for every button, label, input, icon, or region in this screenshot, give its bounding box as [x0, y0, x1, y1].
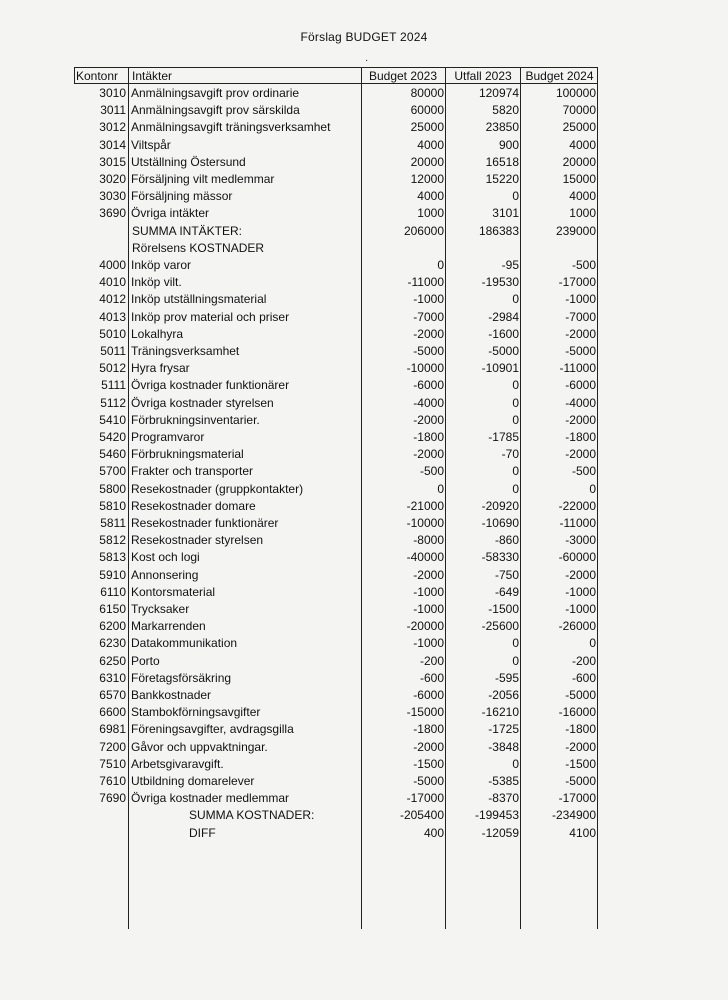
table-header	[74, 67, 598, 84]
cell-outcome-2023: -16210	[481, 705, 519, 720]
cell-outcome-2023: -1600	[488, 326, 519, 341]
cell-outcome-2023: -19530	[481, 275, 519, 290]
cell-budget-2024: -11000	[559, 516, 596, 530]
cell-budget-2023: 80000	[410, 86, 444, 100]
cell-budget-2024: -4000	[565, 395, 596, 410]
cell-outcome-2023: -1500	[488, 602, 519, 616]
cell-budget-2024: -600	[571, 670, 596, 685]
table-row	[74, 481, 598, 498]
page-title: Förslag BUDGET 2024	[300, 30, 428, 44]
table-row	[74, 584, 598, 601]
cell-budget-2023: -205400	[399, 808, 444, 823]
cell-account: 3010	[99, 86, 126, 100]
cell-description: Utställning Östersund	[131, 154, 246, 169]
table-row	[74, 739, 598, 756]
table-row	[74, 532, 598, 549]
cell-description: Övriga kostnader funktionärer	[131, 378, 290, 393]
table-row	[74, 188, 598, 205]
cell-description: Rörelsens KOSTNADER	[132, 240, 265, 255]
table-row	[74, 825, 598, 842]
cell-account: 6310	[99, 670, 126, 685]
cell-account: 5011	[100, 344, 126, 358]
cell-outcome-2023: -10901	[481, 361, 519, 376]
cell-budget-2024: 0	[589, 481, 596, 496]
table-row	[74, 274, 598, 291]
cell-description: Trycksaker	[131, 602, 190, 616]
table-row	[74, 85, 598, 102]
cell-budget-2024: -500	[571, 258, 596, 272]
cell-outcome-2023: -95	[501, 258, 519, 272]
table-row	[74, 119, 598, 136]
header-description: Intäkter	[132, 69, 173, 83]
cell-account: 5112	[100, 395, 126, 410]
cell-outcome-2023: -860	[494, 533, 519, 548]
cell-description: Försäljning vilt medlemmar	[131, 172, 275, 186]
cell-account: 7200	[99, 739, 126, 754]
cell-budget-2024: 4000	[569, 189, 596, 204]
cell-account: 3012	[99, 120, 126, 135]
cell-budget-2024: 0	[589, 636, 596, 651]
cell-budget-2024: -1000	[565, 584, 596, 599]
cell-account: 5420	[99, 430, 126, 444]
budget-table	[74, 67, 598, 929]
cell-outcome-2023: 0	[512, 395, 519, 410]
header-outcome-2023: Utfall 2023	[454, 69, 512, 83]
cell-outcome-2023: 0	[512, 292, 519, 307]
cell-account: 6110	[100, 584, 126, 599]
cell-account: 6600	[99, 705, 126, 720]
cell-outcome-2023: 120974	[478, 86, 519, 100]
table-row	[74, 721, 598, 738]
cell-description: Föreningsavgifter, avdragsgilla	[131, 722, 294, 737]
table-row	[74, 257, 598, 274]
cell-budget-2024: -2000	[565, 326, 596, 341]
cell-account: 3690	[99, 206, 126, 221]
cell-description: Resekostnader (gruppkontakter)	[131, 481, 304, 496]
cell-budget-2024: 1000	[569, 206, 596, 221]
cell-description: Anmälningsavgift prov ordinarie	[131, 86, 300, 100]
cell-budget-2023: 12000	[410, 172, 444, 186]
table-row	[74, 773, 598, 790]
cell-budget-2023: 4000	[417, 137, 444, 152]
cell-budget-2023: -1000	[413, 636, 444, 651]
cell-budget-2024: -1000	[565, 602, 596, 616]
cell-outcome-2023: 16518	[485, 154, 519, 169]
cell-budget-2023: 400	[423, 825, 444, 840]
cell-budget-2023: 20000	[410, 154, 444, 169]
cell-budget-2024: -16000	[558, 705, 596, 720]
cell-budget-2023: -2000	[413, 739, 444, 754]
cell-outcome-2023: -595	[494, 670, 519, 685]
header-account: Kontonr	[76, 69, 119, 83]
table-row	[74, 601, 598, 618]
cell-budget-2024: -5000	[565, 774, 596, 788]
cell-budget-2023: 4000	[417, 189, 444, 204]
cell-outcome-2023: 0	[512, 189, 519, 204]
table-row	[74, 326, 598, 343]
table-row	[74, 240, 598, 257]
cell-description: Företagsförsäkring	[131, 670, 232, 685]
cell-budget-2023: -11000	[407, 275, 444, 290]
table-row	[74, 137, 598, 154]
cell-budget-2024: -11000	[559, 361, 596, 376]
cell-description: Träningsverksamhet	[131, 344, 240, 358]
table-row	[74, 154, 598, 171]
table-row	[74, 429, 598, 446]
cell-budget-2023: -15000	[406, 705, 444, 720]
cell-description: Hyra frysar	[131, 361, 190, 376]
cell-description: Inköp utställningsmaterial	[131, 292, 267, 307]
cell-description: Frakter och transporter	[131, 464, 254, 479]
cell-budget-2023: 206000	[403, 223, 444, 238]
cell-account: 5811	[100, 516, 126, 530]
cell-budget-2024: -2000	[565, 412, 596, 427]
cell-description: Viltspår	[131, 137, 171, 152]
table-row	[74, 309, 598, 326]
cell-budget-2023: 0	[437, 481, 444, 496]
table-row	[74, 567, 598, 584]
table-row	[74, 670, 598, 687]
cell-description: Datakommunikation	[131, 636, 238, 651]
cell-budget-2023: -10000	[406, 516, 444, 530]
cell-description: Resekostnader styrelsen	[131, 533, 264, 548]
cell-account: 4000	[99, 258, 126, 272]
cell-description: Övriga kostnader medlemmar	[131, 791, 290, 806]
cell-outcome-2023: -5385	[488, 774, 519, 788]
cell-budget-2023: -5000	[413, 774, 444, 788]
cell-description: Kontorsmaterial	[131, 584, 216, 599]
cell-account: 3011	[100, 103, 126, 118]
table-row	[74, 360, 598, 377]
cell-outcome-2023: -2984	[488, 309, 519, 324]
cell-description: Förbrukningsmaterial	[131, 447, 244, 462]
cell-budget-2024: -200	[571, 653, 596, 668]
cell-budget-2023: 1000	[417, 206, 444, 221]
cell-description: Anmälningsavgift prov särskilda	[131, 103, 300, 118]
cell-outcome-2023: -2056	[488, 688, 519, 702]
cell-budget-2023: -20000	[406, 619, 444, 634]
cell-description: Resekostnader funktionärer	[131, 516, 279, 530]
cell-budget-2024: 100000	[555, 86, 596, 100]
cell-budget-2023: -1500	[413, 756, 444, 771]
cell-account: 3014	[99, 137, 126, 152]
table-row	[74, 635, 598, 652]
table-row	[74, 618, 598, 635]
cell-description: Annonsering	[131, 567, 199, 582]
cell-outcome-2023: 5820	[492, 103, 519, 118]
cell-outcome-2023: -750	[494, 567, 519, 582]
cell-account: 7510	[99, 756, 126, 771]
cell-account: 7610	[99, 774, 126, 788]
cell-account: 3030	[99, 189, 126, 204]
cell-budget-2023: 25000	[410, 120, 444, 135]
cell-budget-2023: -5000	[413, 344, 444, 358]
cell-outcome-2023: 186383	[478, 223, 519, 238]
cell-budget-2023: -21000	[406, 498, 444, 513]
table-row	[74, 790, 598, 807]
cell-account: 4012	[99, 292, 126, 307]
cell-budget-2024: 25000	[562, 120, 596, 135]
cell-budget-2023: -4000	[413, 395, 444, 410]
cell-account: 5012	[99, 361, 126, 376]
cell-account: 4010	[99, 275, 126, 290]
cell-account: 3020	[99, 172, 126, 186]
cell-description: Bankkostnader	[131, 688, 212, 702]
cell-description: Övriga kostnader styrelsen	[131, 395, 274, 410]
cell-account: 7690	[99, 791, 126, 806]
cell-budget-2024: -5000	[565, 688, 596, 702]
table-row	[74, 291, 598, 308]
cell-description: Kost och logi	[131, 550, 200, 565]
cell-account: 5800	[99, 481, 126, 496]
cell-description: Inköp vilt.	[131, 275, 182, 290]
cell-description: Markarrenden	[131, 619, 206, 634]
cell-budget-2023: 0	[437, 258, 444, 272]
cell-outcome-2023: 0	[512, 636, 519, 651]
cell-budget-2023: -10000	[406, 361, 444, 376]
cell-account: 5812	[99, 533, 126, 548]
cell-budget-2023: -40000	[406, 550, 444, 565]
cell-account: 5810	[99, 498, 126, 513]
cell-budget-2024: -2000	[565, 567, 596, 582]
cell-outcome-2023: 0	[512, 756, 519, 771]
cell-budget-2024: 239000	[555, 223, 596, 238]
cell-account: 6150	[99, 602, 126, 616]
cell-description: Anmälningsavgift träningsverksamhet	[131, 120, 331, 135]
cell-budget-2023: -17000	[406, 791, 444, 806]
cell-budget-2024: -60000	[558, 550, 596, 565]
cell-budget-2024: 70000	[562, 103, 596, 118]
cell-outcome-2023: -649	[494, 584, 519, 599]
table-row	[74, 171, 598, 188]
cell-outcome-2023: -25600	[481, 619, 519, 634]
cell-description: Stambokförningsavgifter	[131, 705, 261, 720]
table-row	[74, 687, 598, 704]
cell-budget-2024: -1000	[565, 292, 596, 307]
table-row	[74, 102, 598, 119]
cell-budget-2024: -22000	[558, 498, 596, 513]
cell-budget-2024: -17000	[558, 791, 596, 806]
cell-budget-2023: -1000	[413, 292, 444, 307]
cell-description: SUMMA KOSTNADER:	[189, 808, 315, 823]
cell-budget-2024: -17000	[558, 275, 596, 290]
table-row	[74, 463, 598, 480]
cell-outcome-2023: 0	[512, 481, 519, 496]
cell-budget-2023: -200	[419, 653, 444, 668]
cell-budget-2024: -3000	[565, 533, 596, 548]
cell-budget-2024: -234900	[551, 808, 596, 823]
cell-account: 6570	[99, 688, 126, 702]
cell-account: 5813	[99, 550, 126, 565]
table-row	[74, 412, 598, 429]
cell-budget-2023: -1000	[413, 602, 444, 616]
cell-budget-2023: -1800	[413, 430, 444, 444]
cell-budget-2024: -5000	[565, 344, 596, 358]
cell-description: SUMMA INTÄKTER:	[132, 223, 243, 238]
cell-account: 5410	[99, 412, 126, 427]
header-budget-2024: Budget 2024	[525, 69, 594, 83]
cell-budget-2023: -2000	[413, 326, 444, 341]
cell-budget-2023: -1000	[413, 584, 444, 599]
cell-budget-2023: -6000	[413, 688, 444, 702]
cell-outcome-2023: 0	[512, 412, 519, 427]
table-row	[74, 549, 598, 566]
cell-budget-2024: -1800	[565, 430, 596, 444]
cell-description: Arbetsgivaravgift.	[131, 756, 224, 771]
cell-budget-2024: -500	[571, 464, 596, 479]
cell-description: Utbildning domarelever	[131, 774, 255, 788]
cell-account: 6200	[99, 619, 126, 634]
cell-account: 4013	[99, 309, 126, 324]
cell-budget-2024: 20000	[562, 154, 596, 169]
cell-account: 3015	[99, 154, 126, 169]
cell-budget-2023: -6000	[413, 378, 444, 393]
cell-outcome-2023: -3848	[488, 739, 519, 754]
cell-description: Lokalhyra	[131, 326, 184, 341]
cell-account: 6230	[99, 636, 126, 651]
cell-description: Porto	[131, 653, 160, 668]
cell-outcome-2023: 23850	[485, 120, 519, 135]
cell-description: Försäljning mässor	[131, 189, 233, 204]
cell-budget-2023: -7000	[413, 309, 444, 324]
cell-description: DIFF	[189, 825, 216, 840]
cell-description: Övriga intäkter	[131, 206, 210, 221]
cell-budget-2023: 60000	[410, 103, 444, 118]
cell-account: 5111	[101, 378, 126, 393]
cell-outcome-2023: -8370	[488, 791, 519, 806]
cell-outcome-2023: -199453	[474, 808, 519, 823]
cell-account: 5010	[99, 326, 126, 341]
cell-outcome-2023: -20920	[481, 498, 519, 513]
cell-account: 5910	[99, 567, 126, 582]
cell-outcome-2023: -58330	[481, 550, 519, 565]
cell-outcome-2023: 15220	[485, 172, 519, 186]
cell-description: Inköp prov material och priser	[131, 309, 290, 324]
table-row	[74, 704, 598, 721]
cell-budget-2024: -6000	[565, 378, 596, 393]
cell-budget-2023: -2000	[413, 567, 444, 582]
cell-budget-2024: -2000	[565, 739, 596, 754]
cell-budget-2024: -7000	[565, 309, 596, 324]
cell-description: Programvaror	[131, 430, 205, 444]
cell-outcome-2023: 900	[498, 137, 519, 152]
table-row	[74, 343, 598, 360]
table-row	[74, 653, 598, 670]
table-row	[74, 756, 598, 773]
cell-outcome-2023: 0	[512, 653, 519, 668]
cell-budget-2023: -8000	[413, 533, 444, 548]
cell-budget-2024: -1800	[565, 722, 596, 737]
cell-budget-2024: 15000	[562, 172, 596, 186]
cell-budget-2023: -500	[419, 464, 444, 479]
cell-budget-2024: 4100	[569, 825, 596, 840]
cell-description: Inköp varor	[131, 258, 192, 272]
cell-outcome-2023: 0	[512, 464, 519, 479]
cell-description: Resekostnader domare	[131, 498, 256, 513]
cell-budget-2023: -2000	[413, 447, 444, 462]
cell-account: 6981	[99, 722, 126, 737]
cell-budget-2024: -26000	[558, 619, 596, 634]
table-row	[74, 395, 598, 412]
cell-outcome-2023: -5000	[488, 344, 519, 358]
cell-description: Gåvor och uppvaktningar.	[131, 739, 268, 754]
cell-budget-2023: -2000	[413, 412, 444, 427]
table-row	[74, 377, 598, 394]
cell-budget-2024: -1500	[565, 756, 596, 771]
cell-budget-2023: -1800	[413, 722, 444, 737]
table-row	[74, 807, 598, 824]
cell-budget-2024: -2000	[565, 447, 596, 462]
cell-outcome-2023: -70	[501, 447, 519, 462]
table-row	[74, 515, 598, 532]
table-row	[74, 223, 598, 240]
cell-outcome-2023: -12059	[481, 825, 519, 840]
table-row	[74, 205, 598, 222]
cell-account: 5700	[99, 464, 126, 479]
cell-outcome-2023: 0	[512, 378, 519, 393]
cell-budget-2024: 4000	[569, 137, 596, 152]
cell-outcome-2023: -10690	[481, 516, 519, 530]
stray-mark: ·	[365, 55, 369, 66]
header-budget-2023: Budget 2023	[368, 69, 438, 83]
table-row	[74, 446, 598, 463]
cell-account: 6250	[99, 653, 126, 668]
table-row	[74, 498, 598, 515]
cell-account: 5460	[99, 447, 126, 462]
cell-budget-2023: -600	[419, 670, 444, 685]
cell-outcome-2023: -1785	[488, 430, 519, 444]
cell-outcome-2023: -1725	[488, 722, 519, 737]
cell-description: Förbrukningsinventarier.	[131, 412, 260, 427]
cell-outcome-2023: 3101	[492, 206, 519, 221]
